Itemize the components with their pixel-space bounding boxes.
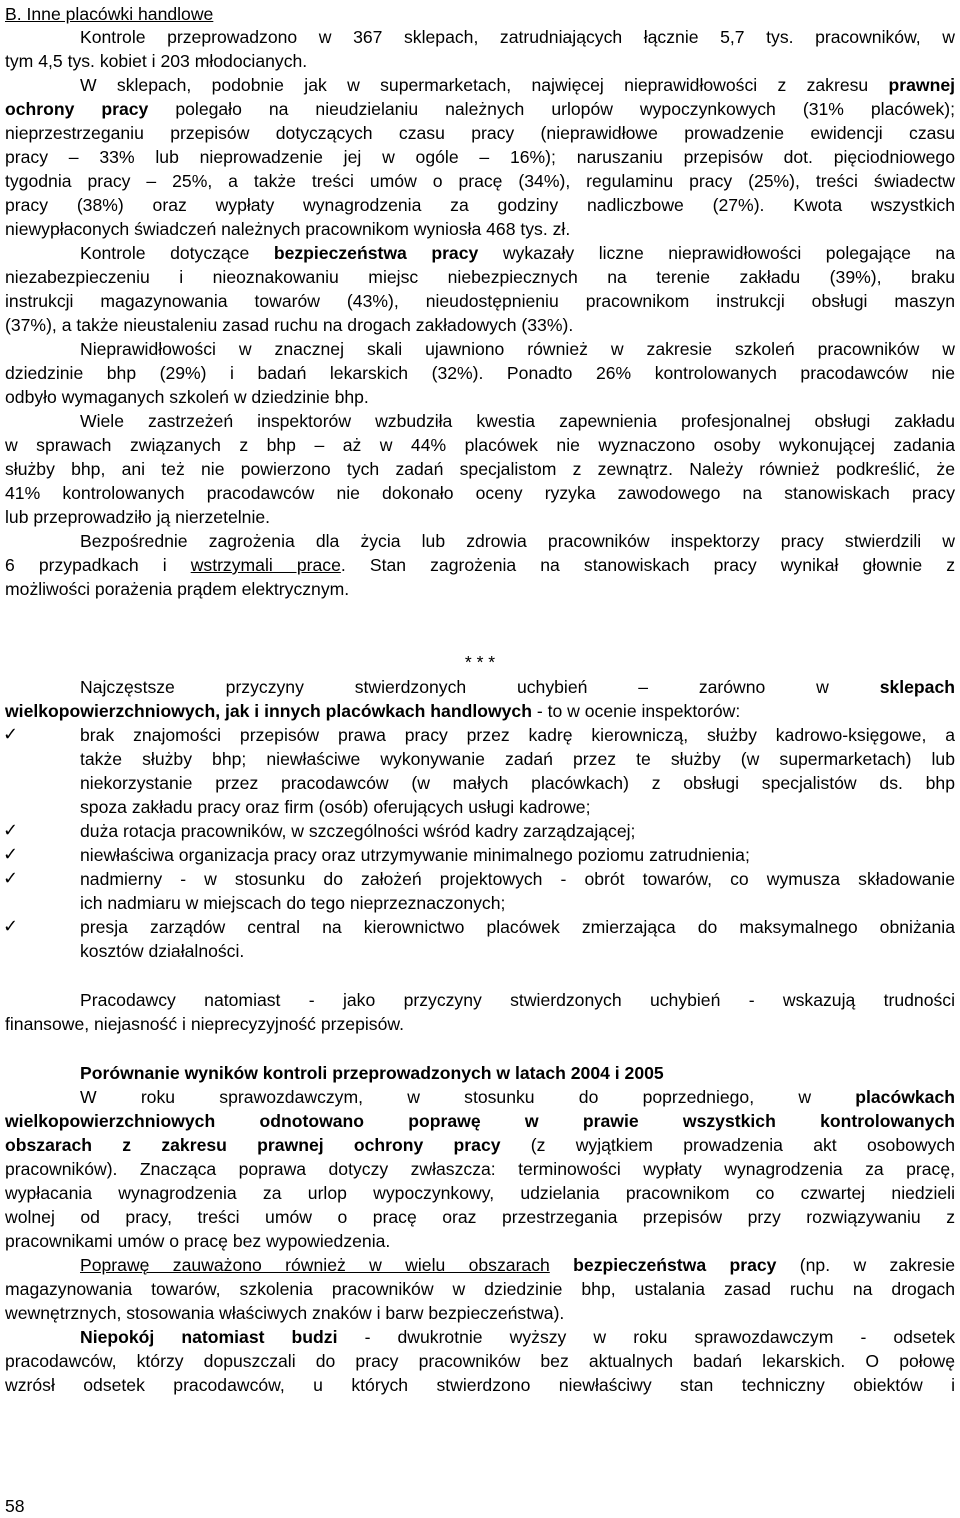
bold-text: bezpieczeństwa pracy: [573, 1255, 777, 1275]
text-line: [5, 121, 955, 145]
text-line: [5, 1301, 955, 1325]
text-run: tygodnia pracy – 25%, a także treści umów o pracę (34%), regulaminu pracy (25%), treści świadectw: [5, 171, 955, 191]
text-run: Nieprawidłowości w znacznej skali ujawniono również w zakresie szkoleń pracowników w: [80, 339, 955, 359]
text-line: [5, 49, 955, 73]
checkmark-icon: ✓: [3, 868, 19, 889]
bold-text: Niepokój natomiast budzi: [80, 1327, 338, 1347]
text-run: polegało na nieudzielaniu należnych urlopów wypoczynkowych (31% placówek);: [148, 99, 955, 119]
text-run: Kontrole przeprowadzono w 367 sklepach, zatrudniających łącznie 5,7 tys. pracowników, w: [80, 27, 955, 47]
bold-text: prawnej: [888, 75, 955, 95]
bold-text: bezpieczeństwa pracy: [273, 243, 479, 263]
text-run: pracownikami umów o pracę bez wypowiedzenia.: [5, 1231, 391, 1251]
text-line: [5, 1012, 955, 1036]
text-run: pracowników). Znacząca poprawa dotyczy zwłaszcza: terminowości wypłaty wynagrodzenia za pracę,: [5, 1159, 955, 1179]
text-line: [80, 988, 955, 1012]
text-run: niezabezpieczeniu i nieoznakowaniu miejsc niebezpiecznych na terenie zakładu (39%), braku: [5, 267, 955, 287]
section-heading: [5, 2, 955, 26]
text-run: 6 przypadkach i: [5, 555, 191, 575]
text-run: odbyło wymaganych szkoleń w dziedzinie bhp.: [5, 387, 369, 407]
text-line: [5, 289, 955, 313]
text-run: - dwukrotnie wyższy w roku sprawozdawczym - odsetek: [337, 1327, 955, 1347]
text-run: 41% kontrolowanych pracodawców nie dokonało oceny ryzyka zawodowego na stanowiskach pracy: [5, 483, 955, 503]
text-line: [80, 73, 955, 97]
text-run: wzrósł odsetek pracodawców, u których stwierdzono niewłaściwy stan techniczny obiektów i: [5, 1375, 955, 1395]
text-line: [5, 265, 955, 289]
text-run: lub przeprowadziło ją nierzetelnie.: [5, 507, 271, 527]
checkmark-icon: ✓: [3, 916, 19, 937]
text-line: [5, 97, 955, 121]
text-run: pracy – 33% lub nieprowadzenie jej w ogóle – 16%); naruszaniu przepisów dot. pięciodniowego: [5, 147, 955, 167]
text-run: 58: [5, 1496, 25, 1516]
text-line: [5, 1205, 955, 1229]
text-run: Kontrole dotyczące: [80, 243, 274, 263]
text-line: [5, 457, 955, 481]
checkmark-icon: ✓: [3, 724, 19, 745]
text-run: pracodawców, którzy dopuszczali do pracy pracowników bez aktualnych badań lekarskich. O połowę: [5, 1351, 955, 1371]
text-run: możliwości porażenia prądem elektrycznym.: [5, 579, 350, 599]
text-line: [80, 337, 955, 361]
text-run: niewłaściwa organizacja pracy oraz utrzymywanie minimalnego poziomu zatrudnienia;: [80, 845, 750, 865]
text-run: dziedzinie bhp (29%) i badań lekarskich (32%). Ponadto 26% kontrolowanych pracodawców nie: [5, 363, 955, 383]
text-line: [5, 145, 955, 169]
text-line: [5, 1133, 955, 1157]
text-run: W roku sprawozdawczym, w stosunku do poprzedniego, w: [80, 1087, 856, 1107]
text-line: [5, 1373, 955, 1397]
text-line: [5, 385, 955, 409]
page-number: [5, 1494, 955, 1518]
text-run: . Stan zagrożenia na stanowiskach pracy wynikał głownie z: [340, 555, 955, 575]
text-run: finansowe, niejasność i nieprecyzyjność przepisów.: [5, 1014, 404, 1034]
text-run: magazynowania towarów, szkolenia pracowników w dziedzinie bhp, ustalania zasad ruchu na drogach: [5, 1279, 955, 1299]
text-line: [5, 217, 955, 241]
text-run: instrukcji magazynowania towarów (43%), nieudostępnieniu pracownikom instrukcji obsługi maszyn: [5, 291, 955, 311]
text-line: [5, 481, 955, 505]
text-run: pracy (38%) oraz wypłaty wynagrodzenia za godziny nadliczbowe (27%). Kwota wszystkich: [5, 195, 955, 215]
text-line: [5, 1277, 955, 1301]
text-run: [550, 1255, 573, 1275]
text-run: niekorzystanie przez pracodawców (w małych placówkach) z obsługi specjalistów ds. bhp: [80, 773, 955, 793]
underlined-text: B. Inne placówki handlowe: [5, 4, 214, 24]
text-line: [80, 675, 955, 699]
text-run: wypłacania wynagrodzenia za urlop wypoczynkowy, udzielania pracownikom co czwartej niedzieli: [5, 1183, 955, 1203]
text-run: duża rotacja pracowników, w szczególności wśród kadry zarządzającej;: [80, 821, 636, 841]
text-line: [80, 409, 955, 433]
text-run: presja zarządów central na kierownictwo placówek zmierzająca do maksymalnego obniżania: [80, 917, 955, 937]
bold-text: ochrony pracy: [5, 99, 149, 119]
underlined-text: wstrzymali prace: [190, 555, 341, 575]
text-run: * * *: [464, 652, 496, 672]
bold-text: placówkach: [855, 1087, 955, 1107]
text-line: [80, 1325, 955, 1349]
text-line: [80, 241, 955, 265]
text-run: nadmierny - w stosunku do założeń projektowych - obrót towarów, co wymusza składowanie: [80, 869, 955, 889]
text-line: [80, 891, 955, 915]
checkmark-icon: ✓: [3, 820, 19, 841]
text-line: [0, 650, 960, 674]
text-line: [80, 25, 955, 49]
text-run: (np. w zakresie: [776, 1255, 955, 1275]
text-line: [80, 1061, 955, 1085]
underlined-text: Poprawę zauważono również w wielu obszarach: [80, 1255, 550, 1275]
text-run: Bezpośrednie zagrożenia dla życia lub zdrowia pracowników inspektorzy pracy stwierdzili w: [80, 531, 955, 551]
text-run: tym 4,5 tys. kobiet i 203 młodocianych.: [5, 51, 308, 71]
text-line: [5, 505, 955, 529]
text-run: (37%), a także nieustaleniu zasad ruchu na drogach zakładowych (33%).: [5, 315, 574, 335]
bold-text: sklepach: [879, 677, 955, 697]
text-line: [5, 1109, 955, 1133]
text-line: [80, 1085, 955, 1109]
text-run: nieprzestrzeganiu przepisów dotyczących czasu pracy (nieprawidłowe prowadzenie ewidencji czasu: [5, 123, 955, 143]
text-run: kosztów działalności.: [80, 941, 245, 961]
text-line: [5, 1157, 955, 1181]
text-line: [5, 313, 955, 337]
text-line: [80, 771, 955, 795]
text-run: - to w ocenie inspektorów:: [531, 701, 741, 721]
text-line: [5, 169, 955, 193]
text-line: [80, 843, 955, 867]
text-line: [5, 193, 955, 217]
bold-text: wielkopowierzchniowych, jak i innych placówkach handlowych: [5, 701, 532, 721]
text-line: [5, 577, 955, 601]
bold-text: Porównanie wyników kontroli przeprowadzonych w latach 2004 i 2005: [80, 1063, 664, 1083]
text-line: [5, 699, 955, 723]
text-line: [80, 819, 955, 843]
text-line: [80, 939, 955, 963]
text-line: [80, 795, 955, 819]
text-line: [5, 433, 955, 457]
text-run: brak znajomości przepisów prawa pracy przez kadrę kierowniczą, służby kadrowo-księgowe, a: [80, 725, 955, 745]
text-run: W sklepach, podobnie jak w supermarketach, najwięcej nieprawidłowości z zakresu: [80, 75, 889, 95]
text-run: wykazały liczne nieprawidłowości polegające na: [478, 243, 955, 263]
text-run: w sprawach związanych z bhp – aż w 44% placówek nie wyznaczono osoby wykonującej zadania: [5, 435, 955, 455]
text-line: [80, 915, 955, 939]
text-line: [80, 723, 955, 747]
text-line: [5, 1349, 955, 1373]
text-line: [5, 361, 955, 385]
text-line: [80, 867, 955, 891]
text-line: [80, 747, 955, 771]
text-line: [80, 529, 955, 553]
text-run: ich nadmiaru w miejscach do tego nieprzeznaczonych;: [80, 893, 506, 913]
bold-text: wielkopowierzchniowych odnotowano poprawę w prawie wszystkich kontrolowanych: [5, 1111, 955, 1131]
text-run: Wiele zastrzeżeń inspektorów wzbudziła kwestia zapewnienia profesjonalnej obsługi zakładu: [80, 411, 955, 431]
text-line: [5, 553, 955, 577]
text-run: służby bhp, ani też nie powierzono tych zadań specjalistom z zewnątrz. Należy również podkreślić, że: [5, 459, 955, 479]
text-line: [80, 1253, 955, 1277]
text-run: Najczęstsze przyczyny stwierdzonych uchybień – zarówno w: [80, 677, 880, 697]
text-run: (z wyjątkiem prowadzenia akt osobowych: [500, 1135, 955, 1155]
text-line: [5, 1229, 955, 1253]
text-line: [5, 1181, 955, 1205]
checkmark-icon: ✓: [3, 844, 19, 865]
text-run: wolnej od pracy, treści umów o pracę oraz przestrzegania przepisów przy rozwiązywaniu z: [5, 1207, 955, 1227]
text-run: spoza zakładu pracy oraz firm (osób) oferujących usługi kadrowe;: [80, 797, 591, 817]
bold-text: obszarach z zakresu prawnej ochrony pracy: [5, 1135, 501, 1155]
text-run: także służby bhp; niewłaściwe wykonywanie zadań przez te służby (w supermarketach) lub: [80, 749, 955, 769]
text-run: niewypłaconych świadczeń należnych pracownikom wyniosła 468 tys. zł.: [5, 219, 571, 239]
text-run: Pracodawcy natomiast - jako przyczyny stwierdzonych uchybień - wskazują trudności: [80, 990, 955, 1010]
text-run: wewnętrznych, stosowania właściwych znaków i barw bezpieczeństwa).: [5, 1303, 565, 1323]
